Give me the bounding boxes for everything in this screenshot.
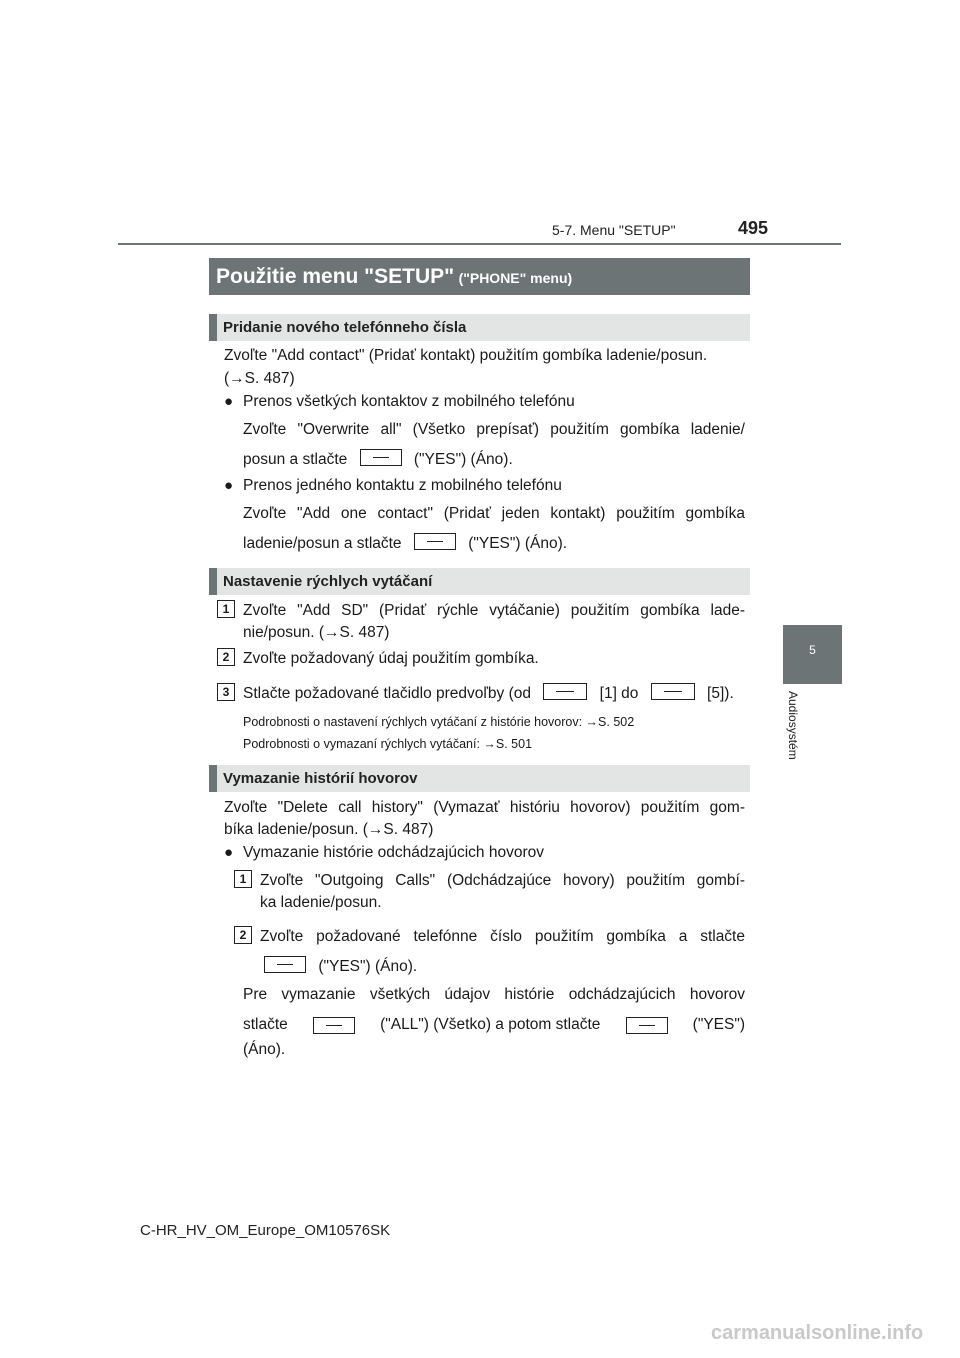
section-1-bullet-2: Prenos jedného kontaktu z mobilného telefónu bbox=[243, 477, 562, 494]
text-fragment: ladenie/posun a stlačte bbox=[243, 535, 402, 552]
delete-extra-line-2 bbox=[243, 1014, 745, 1036]
document-code: C-HR_HV_OM_Europe_OM10576SK bbox=[140, 1222, 391, 1239]
speed-dial-note-2: Podrobnosti o vymazaní rýchlych vytáčaní: →S. 501 bbox=[243, 737, 533, 751]
page-number: 495 bbox=[738, 218, 769, 238]
speed-dial-step-2-line-1: Zvoľte požadovaný údaj použitím gombíka. bbox=[243, 650, 539, 667]
chapter-tab bbox=[783, 625, 842, 684]
step-number-1: 1 bbox=[234, 870, 252, 888]
section-1-bullet-2-line-2 bbox=[243, 533, 567, 555]
delete-step-2-line-2 bbox=[264, 956, 417, 978]
section-1-intro-2: (→S. 487) bbox=[224, 370, 295, 387]
step-number-1: 1 bbox=[217, 600, 235, 618]
chapter-number: 5 bbox=[809, 643, 816, 657]
text-fragment: ("ALL") (Všetko) a potom stlačte bbox=[380, 1016, 601, 1033]
bullet-icon: ● bbox=[224, 844, 234, 861]
delete-extra-line-1: Pre vymazanie všetkých údajov histórie odchádzajúcich hovorov bbox=[243, 986, 745, 1003]
step-number-2: 2 bbox=[217, 648, 235, 666]
delete-step-2-line-1: Zvoľte požadované telefónne číslo použitím gombíka a stlačte bbox=[260, 928, 745, 945]
yes-button-icon bbox=[414, 533, 456, 550]
section-heading-speed-dial: Nastavenie rýchlych vytáčaní bbox=[209, 568, 750, 595]
yes-button-icon bbox=[264, 956, 306, 973]
speed-dial-step-3-line-1 bbox=[243, 683, 734, 705]
section-1-bullet-1-line-1: Zvoľte "Overwrite all" (Všetko prepísať) použitím gombíka ladenie/ bbox=[243, 421, 745, 438]
step-number-3: 3 bbox=[217, 683, 235, 701]
text-fragment: stlačte bbox=[243, 1016, 288, 1033]
chapter-name: Audiosystém bbox=[786, 691, 800, 760]
preset-button-icon bbox=[543, 683, 587, 700]
watermark: carmanualsonline.info bbox=[711, 1322, 924, 1344]
section-1-bullet-2-line-1: Zvoľte "Add one contact" (Pridať jeden kontakt) použitím gombíka bbox=[243, 505, 745, 522]
text-fragment: ("YES") (Áno). bbox=[468, 535, 568, 552]
delete-step-1-line-2: ka ladenie/posun. bbox=[260, 894, 382, 911]
text-fragment: Stlačte požadované tlačidlo predvoľby (od bbox=[243, 685, 532, 702]
section-1-intro-1: Zvoľte "Add contact" (Pridať kontakt) použitím gombíka ladenie/posun. bbox=[224, 347, 708, 364]
section-heading-delete-history: Vymazanie histórií hovorov bbox=[209, 765, 750, 792]
text-fragment: ("YES") (Áno). bbox=[318, 958, 418, 975]
section-header: 5-7. Menu "SETUP" bbox=[552, 222, 676, 238]
section-3-intro-1: Zvoľte "Delete call history" (Vymazať históriu hovorov) použitím gom- bbox=[224, 799, 745, 816]
section-1-bullet-1: Prenos všetkých kontaktov z mobilného telefónu bbox=[243, 393, 575, 410]
text-fragment: [5]). bbox=[707, 685, 734, 702]
all-button-icon bbox=[313, 1017, 355, 1034]
text-fragment: ("YES") (Áno). bbox=[413, 451, 513, 468]
speed-dial-step-1-line-1: Zvoľte "Add SD" (Pridať rýchle vytáčanie) použitím gombíka lade- bbox=[243, 602, 745, 619]
delete-extra-line-3: (Áno). bbox=[243, 1041, 286, 1058]
section-heading-add-number: Pridanie nového telefónneho čísla bbox=[209, 314, 750, 341]
text-fragment: [1] do bbox=[599, 685, 639, 702]
step-number-2: 2 bbox=[234, 926, 252, 944]
bullet-icon: ● bbox=[224, 477, 234, 494]
delete-step-1-line-1: Zvoľte "Outgoing Calls" (Odchádzajúce hovory) použitím gombí- bbox=[260, 872, 745, 889]
title-sub: ("PHONE" menu) bbox=[458, 270, 573, 286]
section-1-bullet-1-line-2 bbox=[243, 449, 513, 471]
section-3-intro-2: bíka ladenie/posun. (→S. 487) bbox=[224, 821, 434, 838]
text-fragment: posun a stlačte bbox=[243, 451, 348, 468]
speed-dial-note-1: Podrobnosti o nastavení rýchlych vytáčaní z histórie hovorov: →S. 502 bbox=[243, 715, 635, 729]
yes-button-icon bbox=[626, 1017, 668, 1034]
page-title bbox=[209, 258, 750, 295]
preset-button-icon bbox=[651, 683, 695, 700]
header-rule bbox=[118, 243, 841, 245]
speed-dial-step-1-line-2: nie/posun. (→S. 487) bbox=[243, 624, 390, 641]
text-fragment: ("YES") bbox=[692, 1016, 745, 1033]
yes-button-icon bbox=[360, 449, 402, 466]
bullet-icon: ● bbox=[224, 393, 234, 410]
title-main: Použitie menu "SETUP" bbox=[216, 265, 455, 288]
section-3-bullet-1: Vymazanie histórie odchádzajúcich hovorov bbox=[243, 844, 544, 861]
